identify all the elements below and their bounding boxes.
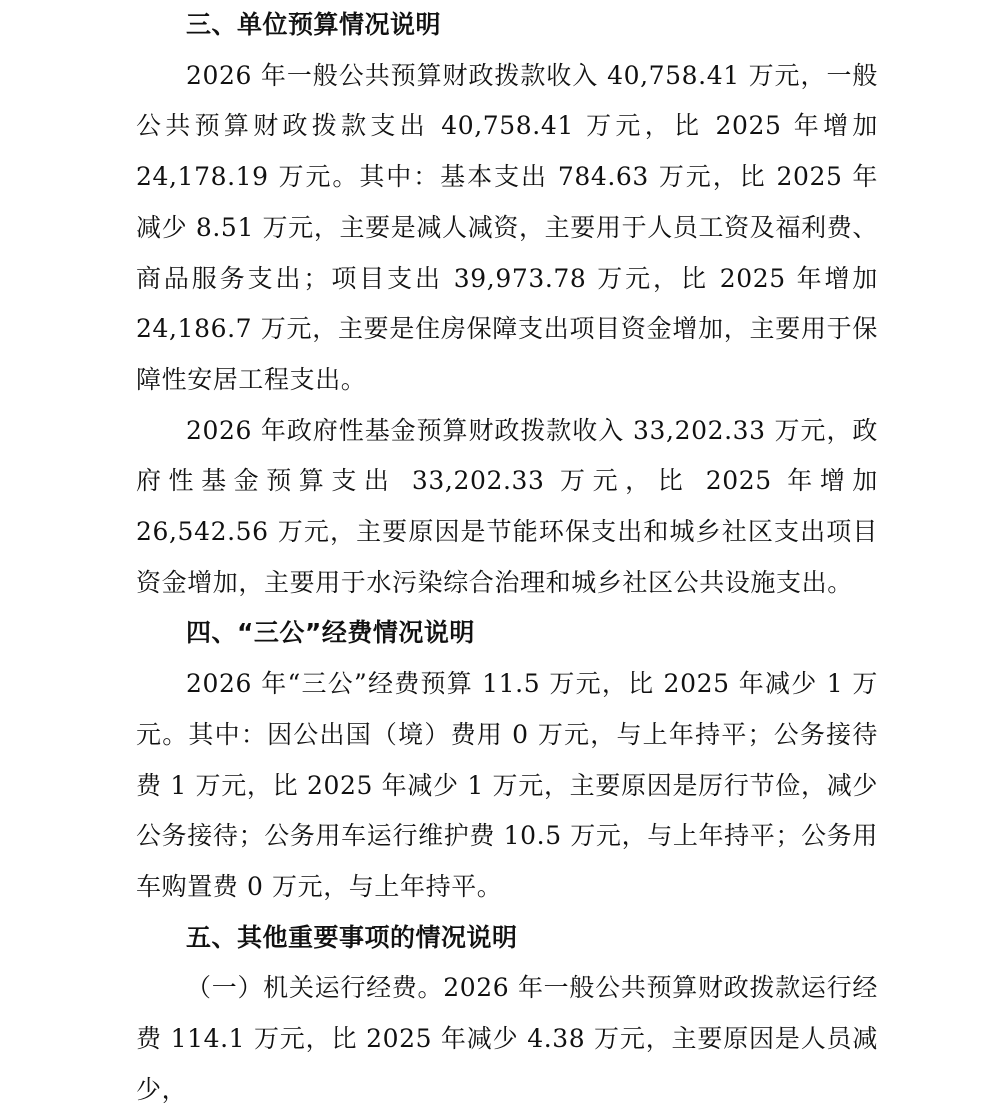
section-4-paragraph-1: 2026 年“三公”经费预算 11.5 万元，比 2025 年减少 1 万元。其中：因公出国（境）费用 0 万元，与上年持平；公务接待费 1 万元，比 2025 年减少 1 万元，主要原因是厉行节俭，减少公务接待；公务用车运行维护费 10.5 万元，与上年持平；公务用车购置费 0 万元，与上年持平。 (136, 669, 878, 901)
section-3-heading: 三、单位预算情况说明 (186, 10, 442, 39)
section-4-heading: 四、“三公”经费情况说明 (186, 618, 475, 648)
section-3-paragraph-2: 2026 年政府性基金预算财政拨款收入 33,202.33 万元，政府性基金预算支出 33,202.33 万元，比 2025 年增加 26,542.56 万元，主要原因是节能环保支出和城乡社区支出项目资金增加，主要用于水污染综合治理和城乡社区公共设施支出。 (136, 415, 878, 597)
section-5-paragraph-1: （一）机关运行经费。2026 年一般公共预算财政拨款运行经费 114.1 万元，比 2025 年减少 4.38 万元，主要原因是人员减少， (136, 973, 878, 1104)
document-page (136, 0, 878, 1115)
section-5-heading: 五、其他重要事项的情况说明 (186, 922, 518, 952)
section-3-paragraph-1: 2026 年一般公共预算财政拨款收入 40,758.41 万元，一般公共预算财政拨款支出 40,758.41 万元，比 2025 年增加 24,178.19 万元。其中：基本支出 784.63 万元，比 2025 年减少 8.51 万元，主要是减人减资，主要用于人员工资及福利费、商品服务支出；项目支出 39,973.78 万元，比 2025 年增加 24,186.7 万元，主要是住房保障支出项目资金增加，主要用于保障性安居工程支出。 (136, 60, 878, 394)
